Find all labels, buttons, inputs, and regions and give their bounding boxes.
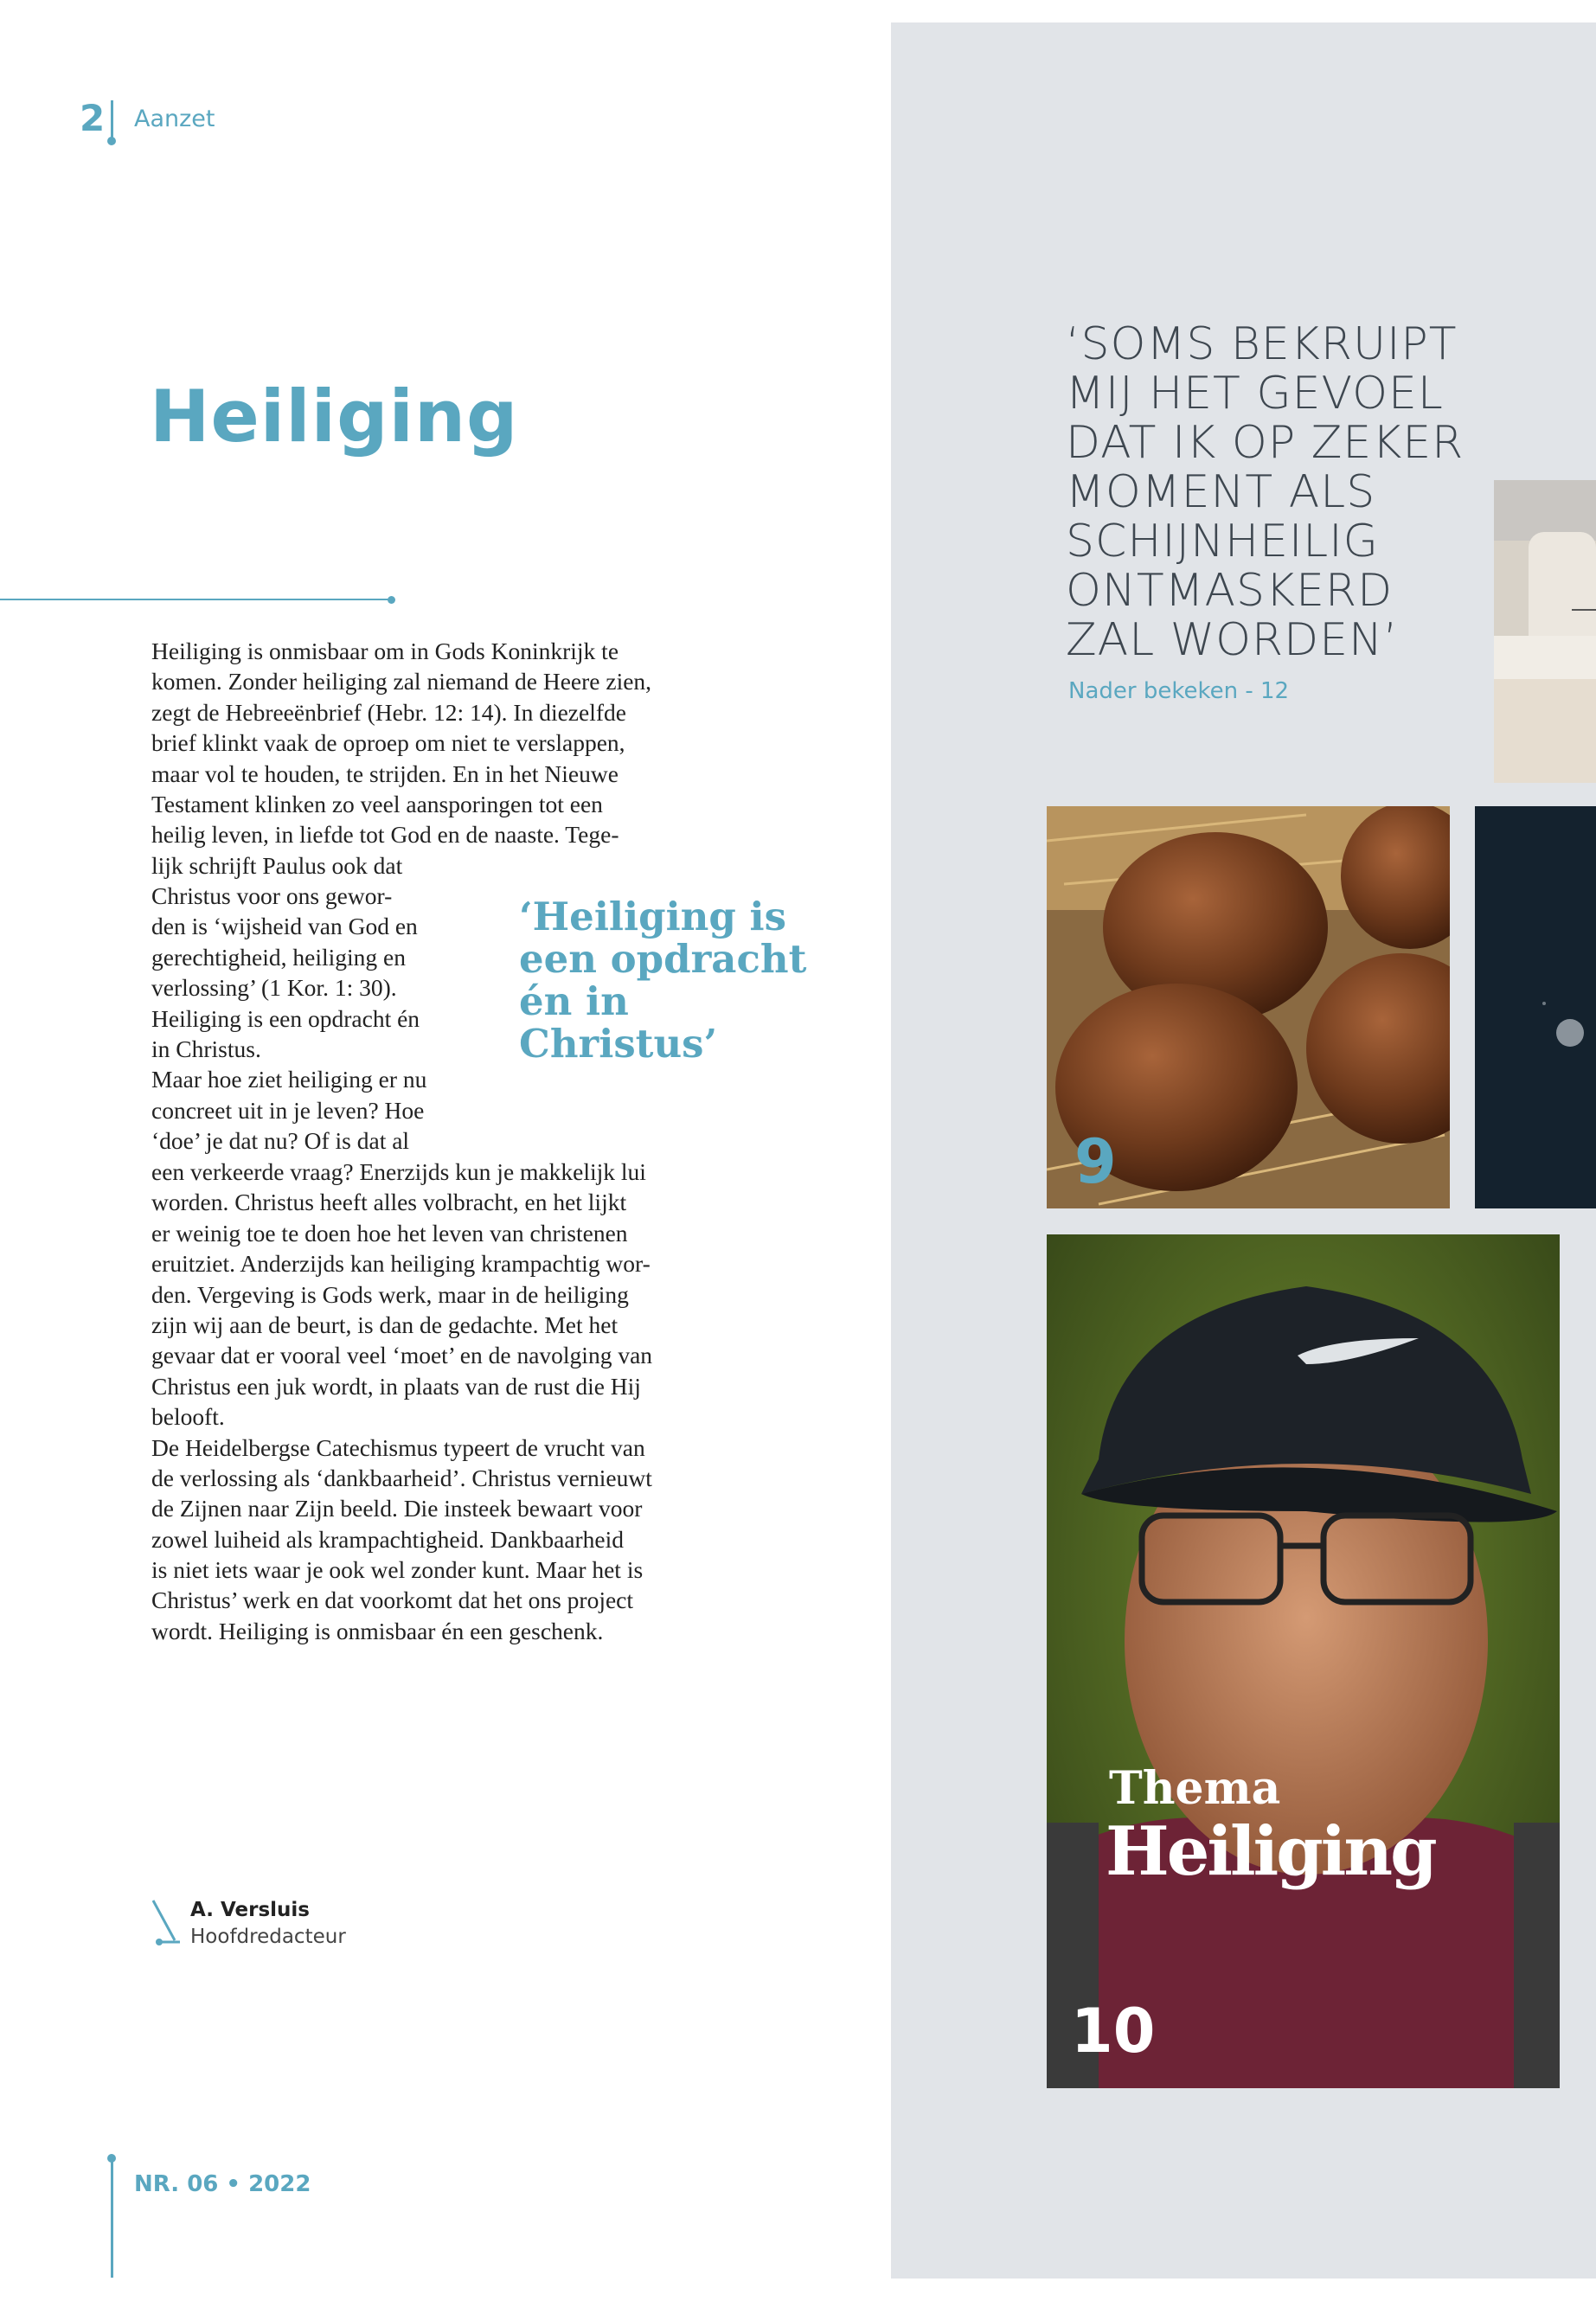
body-line: Christus voor ons gewor- bbox=[151, 882, 393, 909]
sidebar-quote-line: SCHIJNHEILIG bbox=[1066, 516, 1379, 567]
body-line: een verkeerde vraag? Enerzijds kun je makkelijk lui bbox=[151, 1158, 646, 1185]
body-text-top bbox=[151, 636, 651, 881]
title-rule bbox=[0, 599, 391, 600]
dark-image-card[interactable] bbox=[1475, 806, 1596, 1208]
body-line: den is ‘wijsheid van God en bbox=[151, 913, 418, 940]
body-line: De Heidelbergse Catechismus typeert de vrucht van bbox=[151, 1433, 645, 1461]
author-role: Hoofdredacteur bbox=[190, 1926, 346, 1948]
body-line: Testament klinken zo veel aansporingen tot een bbox=[151, 790, 603, 817]
sidebar-quote bbox=[1066, 320, 1464, 665]
bread-image-card[interactable] bbox=[1047, 806, 1450, 1208]
issue-number: NR. 06 • 2022 bbox=[134, 2171, 311, 2197]
piano-image-card[interactable] bbox=[1494, 480, 1596, 783]
sidebar-quote-line: ‘SOMS BEKRUIPT bbox=[1066, 318, 1458, 370]
header-divider-dot bbox=[107, 137, 116, 145]
pull-quote-line: ‘Heiliging is bbox=[519, 894, 786, 939]
body-line: eruitziet. Anderzijds kan heiliging krampachtig wor- bbox=[151, 1250, 651, 1278]
body-line: Maar hoe ziet heiliging er nu bbox=[151, 1066, 427, 1093]
body-line: lijk schrijft Paulus ook dat bbox=[151, 851, 403, 879]
body-text-bottom bbox=[151, 1157, 652, 1646]
thema-image-card[interactable] bbox=[1047, 1234, 1560, 2088]
body-line: zegt de Hebreeënbrief (Hebr. 12: 14). In diezelfde bbox=[151, 698, 626, 726]
body-line: Heiliging is een opdracht én bbox=[151, 1004, 420, 1032]
body-line: zowel luiheid als krampachtigheid. Dankbaarheid bbox=[151, 1525, 624, 1553]
article-title: Heiliging bbox=[150, 375, 519, 458]
page-number: 2 bbox=[80, 97, 106, 139]
body-line: den. Vergeving is Gods werk, maar in de heiliging bbox=[151, 1280, 629, 1308]
body-line: gevaar dat er vooral veel ‘moet’ en de navolging van bbox=[151, 1342, 653, 1369]
body-line: wordt. Heiliging is onmisbaar én een geschenk. bbox=[151, 1617, 604, 1644]
body-line: zijn wij aan de beurt, is dan de gedachte. Met het bbox=[151, 1311, 619, 1338]
card-page-number: 9 bbox=[1074, 1126, 1117, 1197]
body-line: concreet uit in je leven? Hoe bbox=[151, 1096, 425, 1124]
body-line: de verlossing als ‘dankbaarheid’. Christus vernieuwt bbox=[151, 1464, 652, 1491]
sidebar-quote-line: MIJ HET GEVOEL bbox=[1066, 368, 1444, 420]
body-line: Heiliging is onmisbaar om in Gods Koninkrijk te bbox=[151, 638, 619, 664]
body-line: Christus een juk wordt, in plaats van de rust die Hij bbox=[151, 1372, 641, 1400]
body-line: heilig leven, in liefde tot God en de naaste. Tege- bbox=[151, 821, 619, 849]
pull-quote-line: én in bbox=[519, 978, 629, 1024]
body-line: maar vol te houden, te strijden. En in het Nieuwe bbox=[151, 760, 619, 787]
sidebar-quote-line: MOMENT ALS bbox=[1066, 466, 1376, 518]
body-line: brief klinkt vaak de oproep om niet te verslappen, bbox=[151, 729, 625, 757]
body-line: is niet iets waar je ook wel zonder kunt. Maar het is bbox=[151, 1556, 644, 1584]
thema-title: Heiliging bbox=[1106, 1812, 1435, 1891]
section-label: Aanzet bbox=[134, 106, 215, 132]
body-line: ‘doe’ je dat nu? Of is dat al bbox=[151, 1127, 410, 1155]
pull-quote-line: een opdracht bbox=[519, 936, 807, 982]
body-line: verlossing’ (1 Kor. 1: 30). bbox=[151, 974, 397, 1002]
author-pen-icon bbox=[151, 1897, 182, 1947]
body-line: er weinig toe te doen hoe het leven van christenen bbox=[151, 1219, 628, 1247]
body-line: de Zijnen naar Zijn beeld. Die insteek bewaart voor bbox=[151, 1495, 643, 1522]
body-text-mid bbox=[151, 881, 426, 1157]
body-line: komen. Zonder heiliging zal niemand de Heere zien, bbox=[151, 668, 652, 695]
body-line: belooft. bbox=[151, 1403, 225, 1431]
title-rule-dot bbox=[388, 596, 395, 604]
body-line: Christus’ werk en dat voorkomt dat het ons project bbox=[151, 1586, 634, 1614]
card-page-number: 10 bbox=[1071, 1996, 1156, 2067]
body-line: worden. Christus heeft alles volbracht, en het lijkt bbox=[151, 1189, 627, 1216]
pull-quote-line: Christus’ bbox=[519, 1021, 718, 1067]
author-name: A. Versluis bbox=[190, 1899, 310, 1921]
thema-kicker: Thema bbox=[1109, 1762, 1281, 1815]
body-line: gerechtigheid, heiliging en bbox=[151, 943, 407, 971]
sidebar-quote-line: ONTMASKERD bbox=[1066, 565, 1394, 617]
footer-divider bbox=[111, 2157, 113, 2278]
body-line: in Christus. bbox=[151, 1035, 261, 1062]
pull-quote bbox=[519, 895, 806, 1065]
sidebar-quote-line: ZAL WORDEN’ bbox=[1066, 614, 1399, 666]
footer-divider-dot bbox=[107, 2154, 116, 2163]
quote-source-link[interactable]: Nader bekeken - 12 bbox=[1068, 678, 1290, 704]
sidebar-quote-line: DAT IK OP ZEKER bbox=[1066, 417, 1465, 469]
